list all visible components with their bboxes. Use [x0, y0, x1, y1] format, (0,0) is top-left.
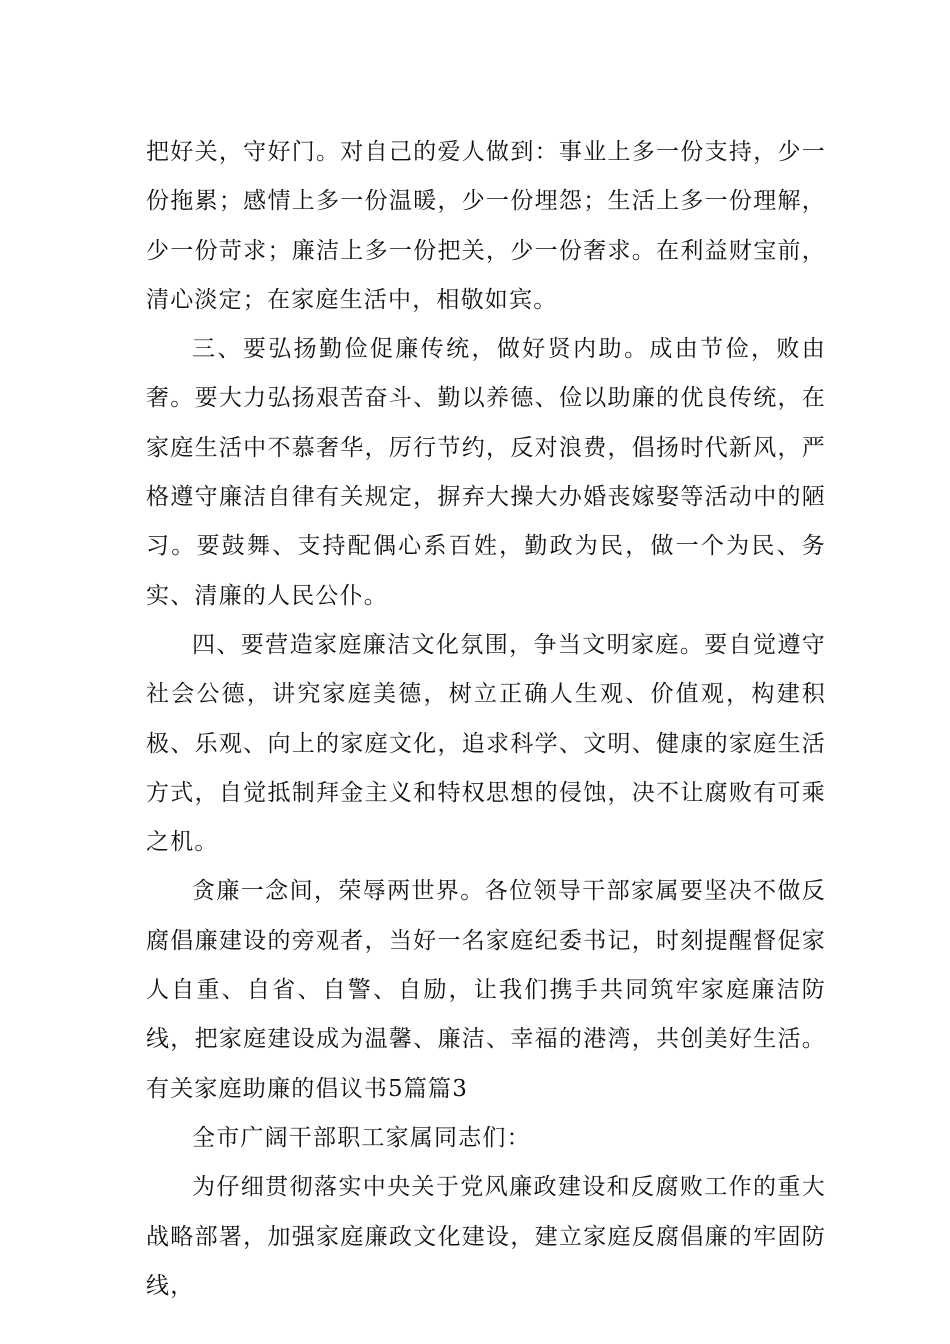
paragraph-intro: 为仔细贯彻落实中央关于党风廉政建设和反腐败工作的重大战略部署，加强家庭廉政文化建设，建立家庭反腐倡廉的牢固防线，: [146, 1174, 826, 1299]
document-body: [146, 128, 826, 1311]
paragraph-conclusion: 贪廉一念间，荣辱两世界。各位领导干部家属要坚决不做反腐倡廉建设的旁观者，当好一名家庭纪委书记，时刻提醒督促家人自重、自省、自警、自励，让我们携手共同筑牢家庭廉洁防线，把家庭建设成为温馨、廉洁、幸福的港湾，共创美好生活。有关家庭助廉的倡议书5篇篇3: [146, 878, 826, 1102]
paragraph-section-three: 三、要弘扬勤俭促廉传统，做好贤内助。成由节俭，败由奢。要大力弘扬艰苦奋斗、勤以养德、俭以助廉的优良传统，在家庭生活中不慕奢华，厉行节约，反对浪费，倡扬时代新风，严格遵守廉洁自律有关规定，摒弃大操大办婚丧嫁娶等活动中的陋习。要鼓舞、支持配偶心系百姓，勤政为民，做一个为民、务实、清廉的人民公仆。: [146, 336, 826, 609]
paragraph-continuation: 把好关，守好门。对自己的爱人做到：事业上多一份支持，少一份拖累；感情上多一份温暖，少一份埋怨；生活上多一份理解，少一份苛求；廉洁上多一份把关，少一份奢求。在利益财宝前，清心淡定；在家庭生活中，相敬如宾。: [146, 139, 826, 313]
paragraph-salutation: 全市广阔干部职工家属同志们：: [192, 1124, 531, 1151]
paragraph-section-four: 四、要营造家庭廉洁文化氛围，争当文明家庭。要自觉遵守社会公德，讲究家庭美德，树立正确人生观、价值观，构建积极、乐观、向上的家庭文化，追求科学、文明、健康的家庭生活方式，自觉抵制拜金主义和特权思想的侵蚀，决不让腐败有可乘之机。: [146, 631, 826, 856]
